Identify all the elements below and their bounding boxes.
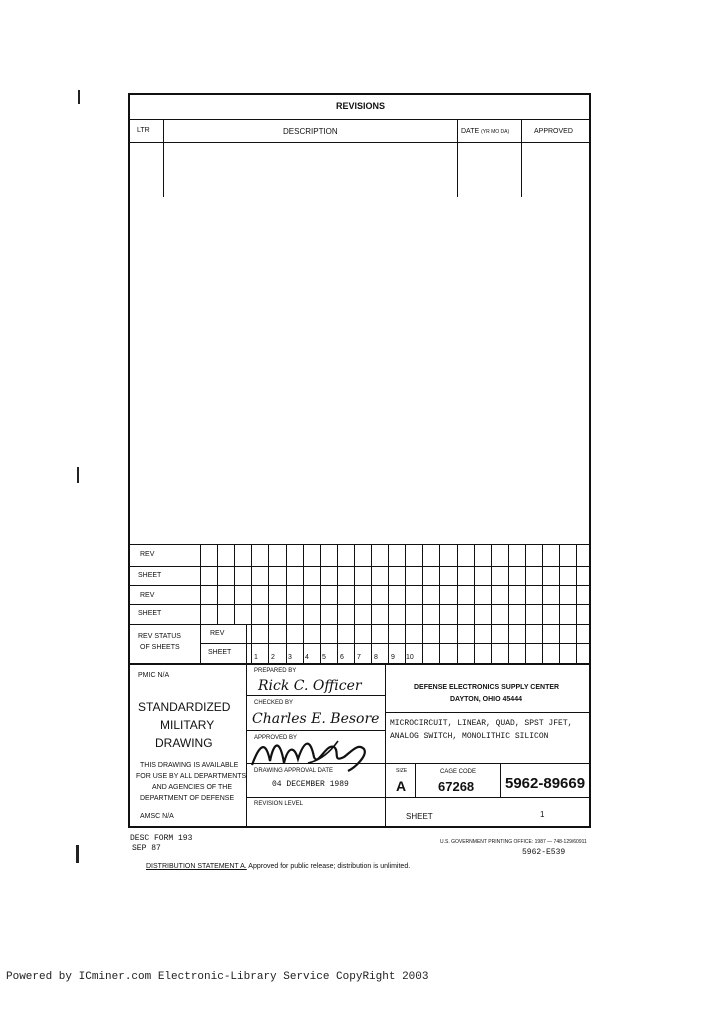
form-number: DESC FORM 193	[130, 834, 193, 843]
rev-grid-column-line	[371, 544, 372, 663]
binding-mark-bottom	[76, 845, 79, 863]
checked-by-label: CHECKED BY	[254, 700, 294, 706]
std-line1: STANDARDIZED	[138, 700, 231, 714]
approved-by-signature	[248, 733, 373, 773]
rev-grid-column-line	[234, 544, 235, 624]
cage-value: 67268	[438, 779, 475, 794]
rev-grid-column-line	[388, 544, 389, 663]
sheet-number: 10	[406, 654, 414, 661]
sheet-number: 3	[288, 654, 292, 661]
std-line2: MILITARY	[160, 718, 215, 732]
rev-grid-column-line	[337, 544, 338, 663]
size-label: SIZE	[396, 768, 408, 774]
rev-grid-column-line	[422, 544, 423, 663]
binding-mark-middle	[77, 467, 79, 483]
approved-by-label: APPROVED BY	[254, 735, 298, 741]
agency-line1: DEFENSE ELECTRONICS SUPPLY CENTER	[414, 684, 560, 691]
revision-level-label: REVISION LEVEL	[254, 801, 304, 807]
col-ltr: LTR	[137, 127, 150, 134]
agency-line2: DAYTON, OHIO 45444	[450, 696, 522, 703]
std-line3: DRAWING	[155, 736, 213, 750]
sheet-number: 5	[322, 654, 326, 661]
title-line2: ANALOG SWITCH, MONOLITHIC SILICON	[390, 732, 549, 741]
gpo-notice: U.S. GOVERNMENT PRINTING OFFICE: 1987 — 748-129/60911	[440, 839, 587, 845]
sheet-number: 2	[271, 654, 275, 661]
col-approved: APPROVED	[534, 128, 573, 135]
rev-grid-column-line	[251, 544, 252, 663]
col-description: DESCRIPTION	[283, 127, 338, 136]
title-line1: MICROCIRCUIT, LINEAR, QUAD, SPST JFET,	[390, 719, 573, 728]
form-date: SEP 87	[132, 844, 161, 853]
revisions-title: REVISIONS	[336, 101, 386, 111]
prepared-by-signature: Rick C. Officer	[258, 678, 362, 694]
rev-status-line2: OF SHEETS	[140, 644, 180, 651]
sheet-number: 8	[374, 654, 378, 661]
rev-grid-column-line	[439, 544, 440, 663]
status-rev-label: REV	[210, 630, 225, 637]
pmic-label: PMIC N/A	[138, 672, 170, 679]
sheet-label: SHEET	[406, 812, 433, 821]
approval-date-label: DRAWING APPROVAL DATE	[254, 768, 334, 774]
sheet-number: 1	[254, 654, 258, 661]
rev-grid-column-line	[491, 544, 492, 663]
rev-grid-column-line	[354, 544, 355, 663]
rev-grid-column-line	[474, 544, 475, 663]
rev-grid-column-line	[559, 544, 560, 663]
distribution-statement: DISTRIBUTION STATEMENT A. Approved for public release; distribution is unlimited.	[146, 863, 411, 870]
prepared-by-label: PREPARED BY	[254, 668, 297, 674]
cage-label: CAGE CODE	[440, 769, 477, 775]
sheet-number: 9	[391, 654, 395, 661]
approval-date: 04 DECEMBER 1989	[272, 780, 349, 789]
rev-grid-column-line	[576, 544, 577, 663]
row-sheet-2: SHEET	[138, 610, 162, 617]
status-sheet-label: SHEET	[208, 649, 232, 656]
row-rev-1: REV	[140, 551, 155, 558]
avail-line4: DEPARTMENT OF DEFENSE	[140, 795, 235, 802]
document-number: 5962-89669	[505, 775, 586, 792]
rev-grid-column-line	[508, 544, 509, 663]
amsc-label: AMSC N/A	[140, 813, 174, 820]
rev-grid-column-line	[303, 544, 304, 663]
row-sheet-1: SHEET	[138, 572, 162, 579]
col-date: DATE (YR MO DA)	[461, 128, 510, 135]
rev-status-line1: REV STATUS	[138, 633, 181, 640]
avail-line2: FOR USE BY ALL DEPARTMENTS	[136, 773, 247, 780]
sheet-number: 6	[340, 654, 344, 661]
rev-grid-column-line	[457, 544, 458, 663]
binding-mark-top	[78, 90, 80, 104]
rev-grid-column-line	[405, 544, 406, 663]
rev-grid-column-line	[320, 544, 321, 663]
rev-grid-column-line	[217, 544, 218, 624]
sheet-number: 4	[305, 654, 309, 661]
avail-line3: AND AGENCIES OF THE	[152, 784, 232, 791]
rev-grid-column-line	[286, 544, 287, 663]
checked-by-signature: Charles E. Besore	[252, 711, 380, 727]
sheet-number: 7	[357, 654, 361, 661]
avail-line1: THIS DRAWING IS AVAILABLE	[140, 762, 239, 769]
row-rev-2: REV	[140, 592, 155, 599]
rev-grid-column-line	[268, 544, 269, 663]
rev-grid-column-line	[542, 544, 543, 663]
size-value: A	[396, 778, 407, 794]
watermark: Powered by ICminer.com Electronic-Library Service CopyRight 2003	[6, 971, 429, 983]
doc-reference: 5962-E539	[522, 848, 566, 857]
rev-grid-column-line	[525, 544, 526, 663]
sheet-value: 1	[540, 810, 545, 819]
